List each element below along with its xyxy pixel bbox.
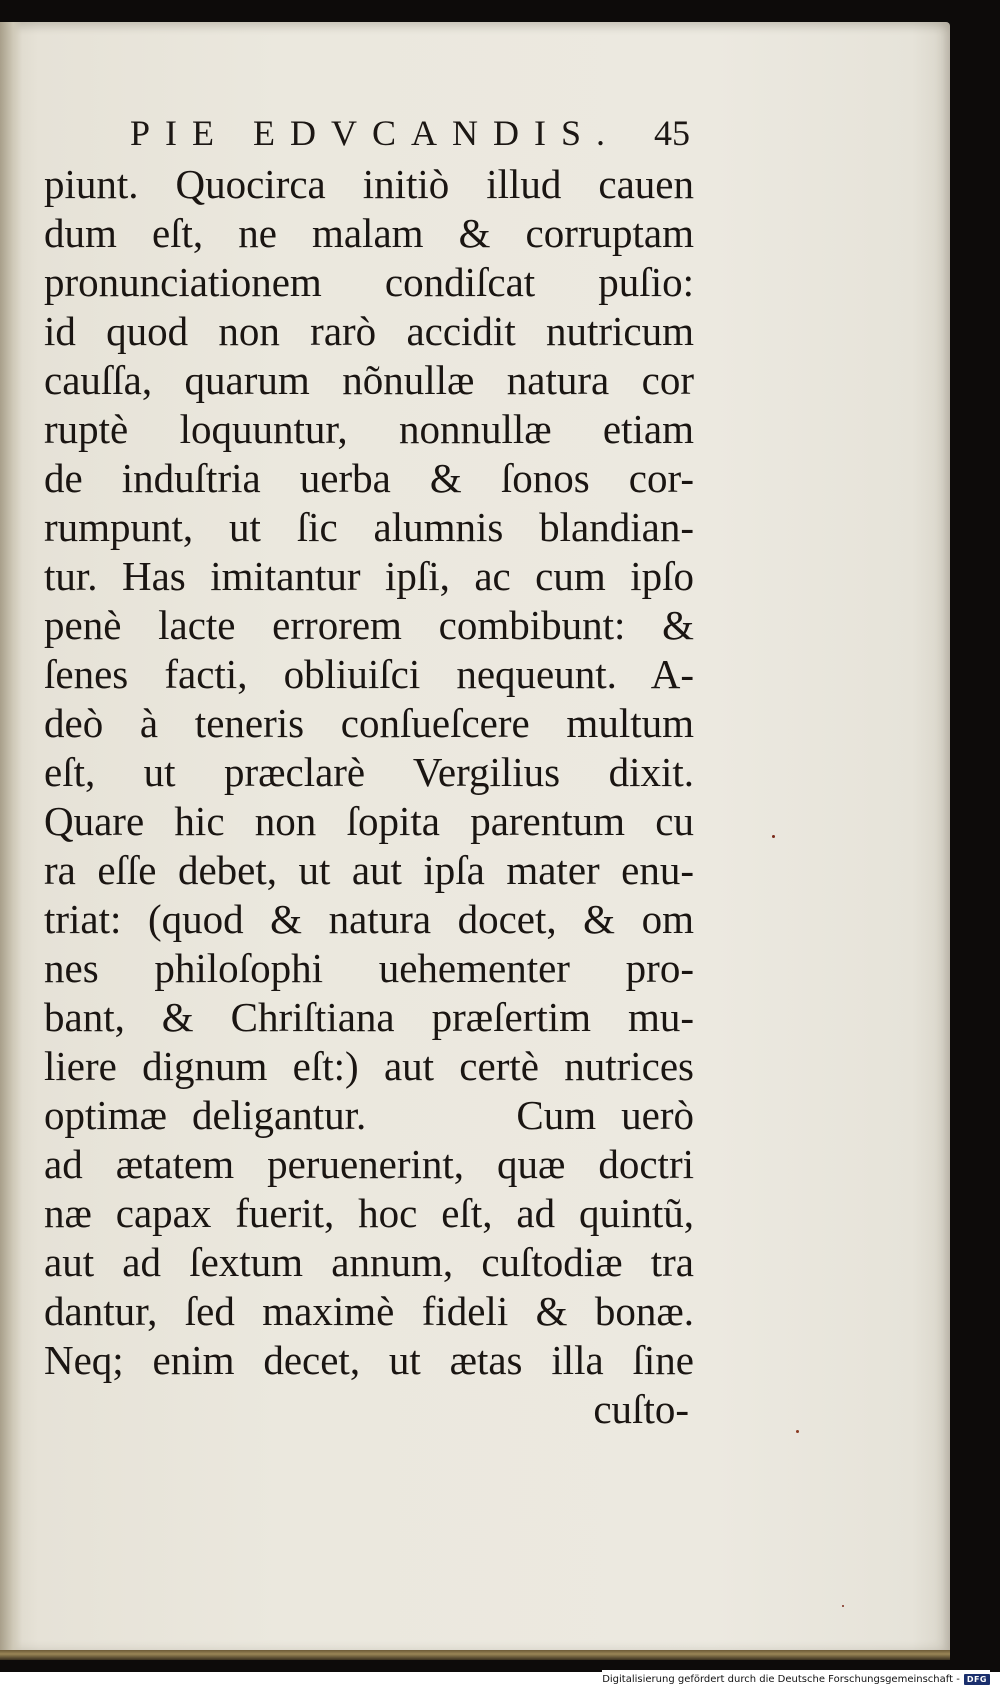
text-line: ruptè loquuntur, nonnullæ etiam: [44, 406, 694, 452]
text-line: nes philoſophi uehementer pro-: [44, 945, 694, 991]
paper-speck: [796, 1430, 799, 1433]
text-line: Quare hic non ſopita parentum cu: [44, 798, 694, 844]
text-line: ad ætatem peruenerint, quæ doctri: [44, 1141, 694, 1187]
running-head: [130, 108, 690, 158]
text-line: triat: (quod & natura docet, & om: [44, 896, 694, 942]
page-bottom-edge: [0, 1650, 950, 1660]
text-line: tur. Has imitantur ipſi, ac cum ipſo: [44, 553, 694, 599]
catchword: cuſto-: [593, 1386, 689, 1432]
page-number: 45: [654, 113, 690, 153]
text-line: Neq; enim decet, ut ætas illa ſine: [44, 1337, 694, 1383]
text-line: cauſſa, quarum nõnullæ natura cor: [44, 357, 694, 403]
digitization-credit: [602, 1670, 990, 1688]
text-line: eſt, ut præclarè Vergilius dixit.: [44, 749, 694, 795]
dfg-logo: DFG: [964, 1674, 990, 1685]
running-title: PIE EDVCANDIS.: [130, 113, 621, 153]
text-line: deò à teneris conſueſcere multum: [44, 700, 694, 746]
text-line: optimæ deligantur. Cum uerò: [44, 1092, 694, 1138]
text-line: penè lacte errorem combibunt: &: [44, 602, 694, 648]
paper-speck: [842, 1605, 844, 1607]
text-line: aut ad ſextum annum, cuſtodiæ tra: [44, 1239, 694, 1285]
text-line: id quod non rarò accidit nutricum: [44, 308, 694, 354]
text-line: pronunciationem condiſcat puſio:: [44, 259, 694, 305]
text-line: næ capax fuerit, hoc eſt, ad quintũ,: [44, 1190, 694, 1236]
text-line: liere dignum eſt:) aut certè nutrices: [44, 1043, 694, 1089]
text-line: rumpunt, ut ſic alumnis blandian-: [44, 504, 694, 550]
text-line: dum eſt, ne malam & corruptam: [44, 210, 694, 256]
page-gutter: [0, 22, 22, 1650]
body-text: [44, 160, 694, 1434]
text-line: de induſtria uerba & ſonos cor-: [44, 455, 694, 501]
text-line: bant, & Chriſtiana præſertim mu-: [44, 994, 694, 1040]
paper-speck: [772, 835, 775, 838]
credit-text: Digitalisierung gefördert durch die Deutsche Forschungsgemeinschaft -: [602, 1673, 960, 1685]
text-line: dantur, ſed maximè fideli & bonæ.: [44, 1288, 694, 1334]
text-line: piunt. Quocirca initiò illud cauen: [44, 161, 694, 207]
text-line: ra eſſe debet, ut aut ipſa mater enu-: [44, 847, 694, 893]
text-line: ſenes facti, obliuiſci nequeunt. A-: [44, 651, 694, 697]
